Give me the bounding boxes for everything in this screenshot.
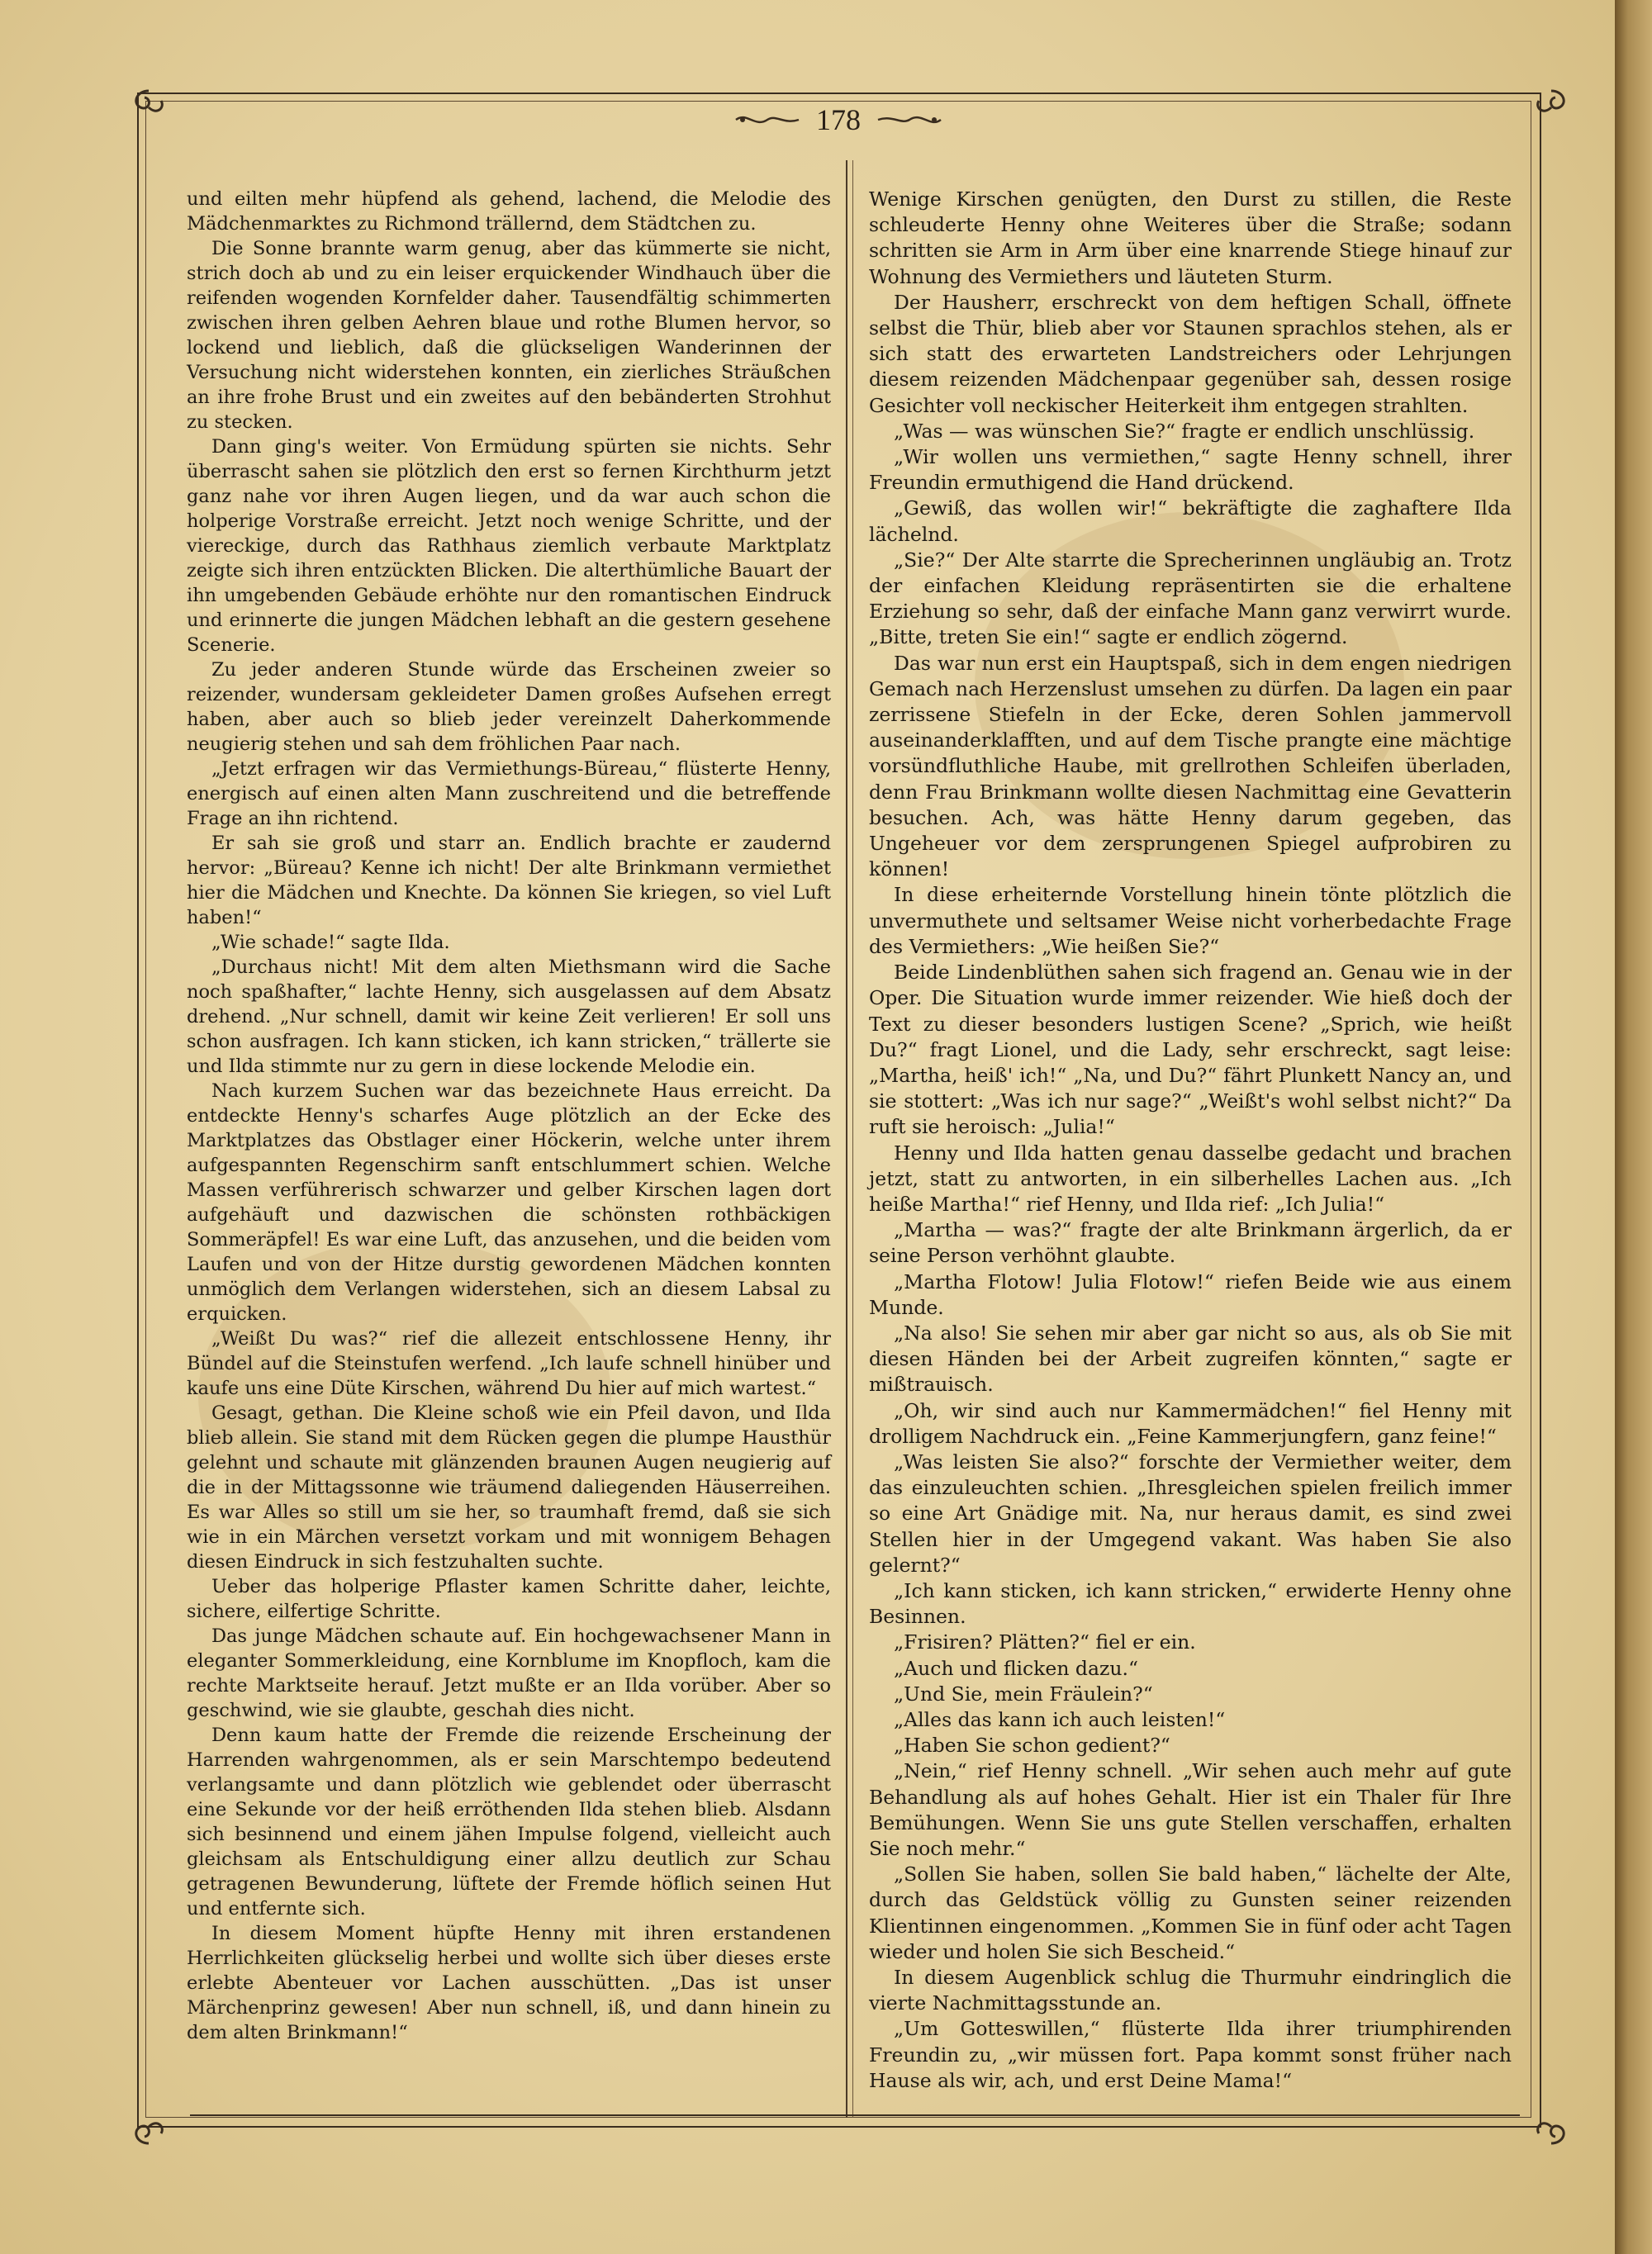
book-spine — [1615, 0, 1652, 2254]
paragraph: Ueber das holperige Pflaster kamen Schritte daher, leichte, sichere, eilfertige Schritte. — [187, 1576, 831, 1622]
paragraph: Zu jeder anderen Stunde würde das Erscheinen zweier so reizender, wundersam gekleideter Damen großes Aufsehen erregt haben, aber auch so blieb jeder vereinzelt Daherkommende neugierig stehen und sah dem fröhlichen Paar nach. — [187, 659, 831, 755]
paragraph: Henny und Ilda hatten genau dasselbe gedacht und brachen jetzt, statt zu antworten, in ein silberhelles Lachen aus. „Ich heiße Martha!“ rief Henny, und Ilda rief: „Ich Julia!“ — [869, 1141, 1512, 1216]
paragraph: Das junge Mädchen schaute auf. Ein hochgewachsener Mann in eleganter Sommerkleidung, eine Kornblume im Knopfloch, kam die rechte Marktseite herauf. Jetzt mußte er an Ilda vorüber. Aber so geschwind, wie sie glaubte, geschah dies nicht. — [187, 1625, 831, 1721]
paragraph: In diesem Augenblick schlug die Thurmuhr eindringlich die vierte Nachmittagsstunde an. — [869, 1966, 1512, 2015]
paragraph: „Wir wollen uns vermiethen,“ sagte Henny schnell, ihrer Freundin ermuthigend die Hand drückend. — [869, 445, 1512, 495]
paragraph: und eilten mehr hüpfend als gehend, lachend, die Melodie des Mädchenmarktes zu Richmond trällernd, dem Städtchen zu. — [187, 188, 831, 235]
paragraph: Nach kurzem Suchen war das bezeichnete Haus erreicht. Da entdeckte Henny's scharfes Auge plötzlich an der Ecke des Marktplatzes das Obstlager einer Höckerin, welche unter ihrem aufgespannten Regenschirm sanft entschlummert schien. Welche Massen verführerisch schwarzer und gelber Kirschen lagen dort aufgehäuft und dazwischen die schönsten rothbäckigen Sommeräpfel! Es war eine Luft, das anzusehen, und die beiden vom Laufen und von der Hitze durstig gewordenen Mädchen konnten unmöglich dem Verlangen widerstehen, sich an diesem Labsal zu erquicken. — [187, 1080, 831, 1325]
flourish-right-icon — [876, 110, 942, 130]
paragraph: „Sollen Sie haben, sollen Sie bald haben,“ lächelte der Alte, durch das Geldstück völlig zu Gunsten seiner reizenden Klientinnen eingenommen. „Kommen Sie in fünf oder acht Tagen wieder und holen Sie sich Bescheid.“ — [869, 1863, 1512, 1963]
paragraph: „Was leisten Sie also?“ forschte der Vermiether weiter, dem das einzuleuchten schien. „Ihresgleichen spielen freilich immer so eine Art Gnädige mit. Na, nur heraus damit, es sind zwei Stellen hier in der Umgegend vakant. Was haben Sie also gelernt?“ — [869, 1450, 1512, 1577]
paragraph: Gesagt, gethan. Die Kleine schoß wie ein Pfeil davon, und Ilda blieb allein. Sie stand mit dem Rücken gegen die plumpe Hausthür gelehnt und schaute mit glänzenden braunen Augen neugierig auf die in der Mittagssonne wie träumend daliegenden Häuserreihen. Es war Alles so still um sie her, so traumhaft fremd, daß sie sich wie in ein Märchen versetzt vorkam und mit wonnigem Behagen diesen Eindruck in sich festzuhalten suchte. — [187, 1402, 831, 1573]
paragraph: „Alles das kann ich auch leisten!“ — [894, 1707, 1226, 1731]
corner-ornament-icon — [124, 2102, 173, 2152]
paragraph: „Auch und flicken dazu.“ — [894, 1656, 1138, 1680]
paragraph: „Martha — was?“ fragte der alte Brinkmann ärgerlich, da er seine Person verhöhnt glaubte. — [869, 1218, 1512, 1268]
bottom-rule — [190, 2114, 1520, 2116]
paragraph: „Frisiren? Plätten?“ fiel er ein. — [894, 1630, 1196, 1654]
paragraph: Beide Lindenblüthen sahen sich fragend an. Genau wie in der Oper. Die Situation wurde immer reizender. Wie hieß doch der Text zu dieser besonders lustigen Scene? „Sprich, wie heißt Du?“ fragt Lionel, und die Lady, sehr erschreckt, sagt leise: „Martha, heiß' ich!“ „Na, und Du?“ fährt Plunkett Nancy an, und sie stottert: „Was ich nur sage?“ „Weißt's wohl selbst nicht?“ Da ruft sie heroisch: „Julia!“ — [869, 961, 1512, 1139]
paragraph: „Weißt Du was?“ rief die allezeit entschlossene Henny, ihr Bündel auf die Steinstufen werfend. „Ich laufe schnell hinüber und kaufe uns eine Düte Kirschen, während Du hier auf mich wartest.“ — [187, 1328, 831, 1399]
paragraph: In diesem Moment hüpfte Henny mit ihren erstandenen Herrlichkeiten glückselig herbei und wollte sich über dieses erste erlebte Abenteuer vor Lachen ausschütten. „Das ist unser Märchenprinz gewesen! Aber nun schnell, iß, und dann hinein zu dem alten Brinkmann!“ — [187, 1923, 831, 2043]
paragraph: „Haben Sie schon gedient?“ — [894, 1734, 1170, 1758]
paragraph: „Nein,“ rief Henny schnell. „Wir sehen auch mehr auf gute Behandlung als auf hohes Gehalt. Hier ist ein Thaler für Ihre Bemühungen. Wenn Sie uns gute Stellen verschaffen, erhalten Sie noch mehr.“ — [869, 1759, 1512, 1860]
paragraph: Denn kaum hatte der Fremde die reizende Erscheinung der Harrenden wahrgenommen, als er sein Marschtempo bedeutend verlangsamte und dann plötzlich wie geblendet oder überrascht eine Sekunde vor der heiß erröthenden Ilda stehen blieb. Alsdann sich besinnend und einem jähen Impulse folgend, vielleicht auch gleichsam als Entschuldigung einer allzu deutlich zur Schau getragenen Bewunderung, lüftete der Fremde höflich seinen Hut und entfernte sich. — [187, 1725, 831, 1919]
paragraph: „Sie?“ Der Alte starrte die Sprecherinnen ungläubig an. Trotz der einfachen Kleidung repräsentirten sie die erhaltene Erziehung so sehr, daß der einfache Mann ganz verwirrt wurde. „Bitte, treten Sie ein!“ sagte er endlich zögernd. — [869, 548, 1512, 649]
left-column — [187, 187, 831, 2045]
paragraph: „Wie schade!“ sagte Ilda. — [211, 932, 450, 953]
column-divider — [852, 160, 853, 2118]
paragraph: Er sah sie groß und starr an. Endlich brachte er zaudernd hervor: „Büreau? Kenne ich nicht! Der alte Brinkmann vermiethet hier die Mädchen und Knechte. Da können Sie kriegen, so viel Luft haben!“ — [187, 833, 831, 928]
paragraph: Wenige Kirschen genügten, den Durst zu stillen, die Reste schleuderte Henny ohne Weiteres über die Straße; sodann schritten sie Arm in Arm über eine knarrende Stiege hinauf zur Wohnung des Vermiethers und läuteten Sturm. — [869, 187, 1512, 288]
paragraph: In diese erheiternde Vorstellung hinein tönte plötzlich die unvermuthete und seltsamer Weise nicht vorherbedachte Frage des Vermiethers: „Wie heißen Sie?“ — [869, 883, 1512, 958]
paragraph: Die Sonne brannte warm genug, aber das kümmerte sie nicht, strich doch ab und zu ein leiser erquickender Windhauch über die reifenden wogenden Kornfelder daher. Tausendfältig schimmerten zwischen ihren gelben Aehren blaue und rothe Blumen hervor, so lockend und lieblich, daß die glückseligen Wanderinnen der Versuchung nicht widerstehen konnten, ein zierliches Sträußchen an ihre frohe Brust und ein zweites auf den bebänderten Strohhut zu stecken. — [187, 238, 831, 433]
column-divider — [846, 160, 847, 2118]
paragraph: „Gewiß, das wollen wir!“ bekräftigte die zaghaftere Ilda lächelnd. — [869, 496, 1512, 546]
page-number: 178 — [816, 103, 861, 136]
flourish-left-icon — [734, 110, 800, 130]
paragraph: „Jetzt erfragen wir das Vermiethungs-Büreau,“ flüsterte Henny, energisch auf einen alten Mann zuschreitend und die betreffende Frage an ihn richtend. — [187, 758, 831, 829]
paragraph: „Ich kann sticken, ich kann stricken,“ erwiderte Henny ohne Besinnen. — [869, 1578, 1512, 1629]
paragraph: „Um Gotteswillen,“ flüsterte Ilda ihrer triumphirenden Freundin zu, „wir müssen fort. Papa kommt sonst früher nach Hause als wir, ach, und erst Deine Mama!“ — [869, 2017, 1512, 2092]
paragraph: Dann ging's weiter. Von Ermüdung spürten sie nichts. Sehr überrascht sahen sie plötzlich den erst so fernen Kirchthurm jetzt ganz nahe vor ihren Augen liegen, und da war auch schon die holperige Vorstraße erreicht. Jetzt noch wenige Schritte, und der viereckige, durch das Rathhaus ziemlich verbaute Marktplatz zeigte sich ihren entzückten Blicken. Die alterthümliche Bauart der ihn umgebenden Gebäude erhöhte nur den romantischen Eindruck und erinnerte die jungen Mädchen lebhaft an die gestern gesehene Scenerie. — [187, 436, 831, 656]
paragraph: „Oh, wir sind auch nur Kammermädchen!“ fiel Henny mit drolligem Nachdruck ein. „Feine Kammerjungfern, ganz feine!“ — [869, 1398, 1512, 1448]
paragraph: „Und Sie, mein Fräulein?“ — [894, 1682, 1153, 1706]
paragraph: Der Hausherr, erschreckt von dem heftigen Schall, öffnete selbst die Thür, blieb aber vor Staunen sprachlos stehen, als er sich statt des erwarteten Landstreichers oder Lehrjungen diesem reizenden Mädchenpaar gegenüber sah, dessen rosige Gesichter voll neckischer Heiterkeit ihm entgegen strahlten. — [869, 290, 1512, 417]
right-column — [869, 187, 1512, 2094]
paragraph: „Martha Flotow! Julia Flotow!“ riefen Beide wie aus einem Munde. — [869, 1269, 1512, 1319]
paragraph: „Na also! Sie sehen mir aber gar nicht so aus, als ob Sie mit diesen Händen bei der Arbeit zugreifen könnten,“ sagte er mißtrauisch. — [869, 1321, 1512, 1397]
corner-ornament-icon — [1526, 2102, 1576, 2152]
paragraph: „Durchaus nicht! Mit dem alten Miethsmann wird die Sache noch spaßhafter,“ lachte Henny, sich ausgelassen auf dem Absatz drehend. „Nur schnell, damit wir keine Zeit verlieren! Er soll uns schon ausfragen. Ich kann sticken, ich kann stricken,“ trällerte sie und Ilda stimmte nur zu gern in diese lockende Melodie ein. — [187, 956, 831, 1077]
paragraph: „Was — was wünschen Sie?“ fragte er endlich unschlüssig. — [894, 419, 1475, 443]
paragraph: Das war nun erst ein Hauptspaß, sich in dem engen niedrigen Gemach nach Herzenslust umsehen zu dürfen. Da lagen ein paar zerrissene Stiefeln in der Ecke, deren Sohlen jammervoll auseinanderklafften, und auf dem Tische prangte eine mächtige vorsündfluthliche Haube, mit grellrothen Schleifen überladen, denn Frau Brinkmann wollte diesen Nachmittag eine Gevatterin besuchen. Ach, was hätte Henny darum gegeben, das Ungeheuer vor dem zersprungenen Spiegel aufprobiren zu können! — [869, 651, 1512, 881]
page-header — [0, 102, 1652, 152]
